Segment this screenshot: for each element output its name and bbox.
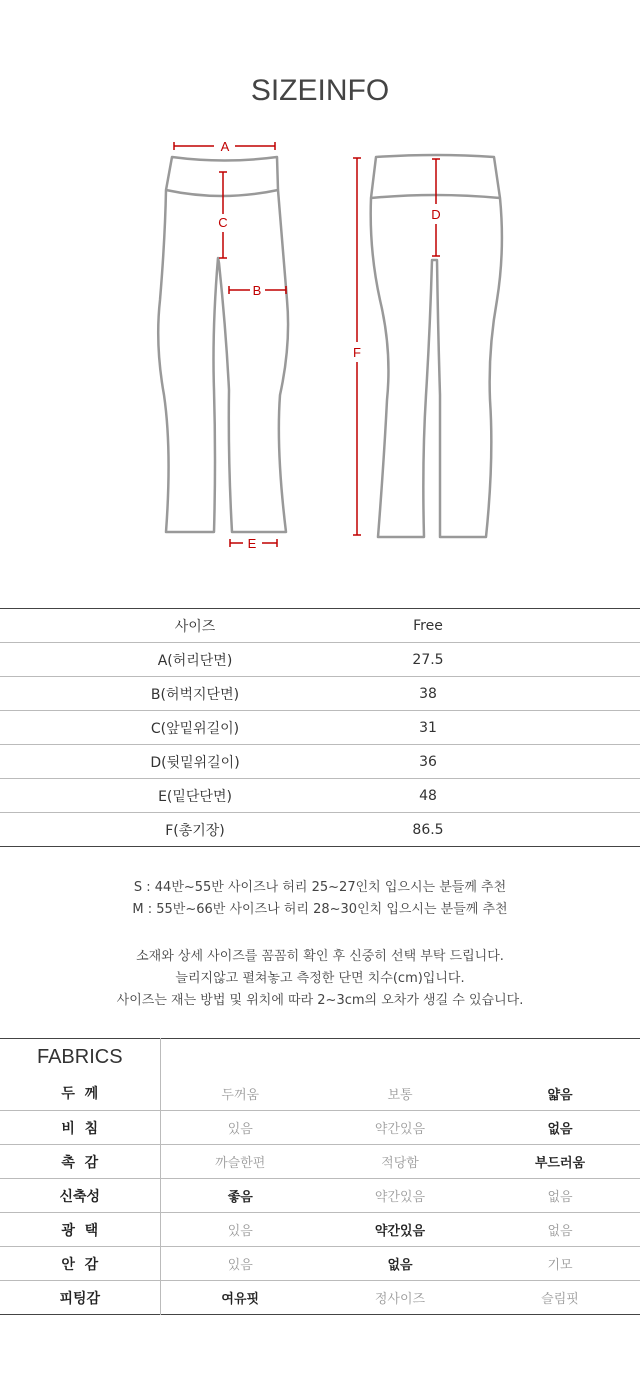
fabric-row-label: 안 감 xyxy=(0,1247,160,1281)
size-row-label: A(허리단면) xyxy=(157,652,233,669)
table-row xyxy=(0,779,640,813)
fabrics-table xyxy=(0,1038,640,1315)
fabric-option: 까슬한편 xyxy=(160,1145,320,1179)
fabric-option-selected: 부드러움 xyxy=(480,1145,640,1179)
size-row-value: 31 xyxy=(419,719,437,736)
table-row xyxy=(0,711,640,745)
size-header-label: 사이즈 xyxy=(174,618,216,635)
fabric-row xyxy=(0,1281,640,1315)
size-row-value: 38 xyxy=(419,685,437,702)
fabric-option: 두꺼움 xyxy=(160,1077,320,1111)
dim-label-a: A xyxy=(220,139,230,154)
fabric-option-selected: 없음 xyxy=(480,1111,640,1145)
measurement-notes xyxy=(0,946,640,1012)
fabric-row xyxy=(0,1111,640,1145)
fabric-option: 보통 xyxy=(320,1077,480,1111)
size-row-label: C(앞밑위길이) xyxy=(150,720,240,737)
table-row xyxy=(0,813,640,847)
size-row-label: E(밑단단면) xyxy=(158,788,232,805)
dim-label-f: F xyxy=(353,345,361,360)
size-row-value: 86.5 xyxy=(412,821,444,838)
fabric-row-label: 광 택 xyxy=(0,1213,160,1247)
fabric-option: 약간있음 xyxy=(320,1111,480,1145)
fabric-row xyxy=(0,1247,640,1281)
fabric-option: 없음 xyxy=(480,1213,640,1247)
fabric-option: 적당함 xyxy=(320,1145,480,1179)
fabric-option: 정사이즈 xyxy=(374,1292,426,1307)
size-row-value: 48 xyxy=(419,787,437,804)
size-row-value: 27.5 xyxy=(412,651,444,668)
fabric-option: 슬림핏 xyxy=(541,1292,579,1307)
dim-label-c: C xyxy=(218,215,228,230)
fit-recommendation-notes xyxy=(0,877,640,921)
fabric-option: 없음 xyxy=(480,1179,640,1213)
fabric-row xyxy=(0,1179,640,1213)
size-table-header-row xyxy=(0,609,640,643)
page-title: SIZEINFO xyxy=(250,74,390,107)
fabric-option-selected: 없음 xyxy=(320,1247,480,1281)
fabric-row-label: 촉 감 xyxy=(0,1145,160,1179)
note-line: 소재와 상세 사이즈를 꼼꼼히 확인 후 신중히 선택 부탁 드립니다. xyxy=(136,949,504,964)
fabrics-title-row xyxy=(0,1039,640,1077)
size-row-label: B(허벅지단면) xyxy=(150,686,240,703)
size-row-label: D(뒷밑위길이) xyxy=(150,754,240,771)
fabric-row xyxy=(0,1077,640,1111)
size-table xyxy=(0,608,640,847)
table-row xyxy=(0,745,640,779)
note-line: M : 55반~66반 사이즈나 허리 28~30인치 입으시는 분들께 추천 xyxy=(132,902,508,917)
fabric-row-label: 두 께 xyxy=(0,1077,160,1111)
fabrics-title: FABRICS xyxy=(0,1039,160,1077)
fabric-row xyxy=(0,1145,640,1179)
fabric-row-label: 신축성 xyxy=(0,1179,160,1213)
size-row-label: F(총기장) xyxy=(165,822,225,839)
dim-label-d: D xyxy=(431,207,441,222)
fabric-option: 있음 xyxy=(160,1213,320,1247)
fabric-row-label: 비 침 xyxy=(0,1111,160,1145)
note-line: 사이즈는 재는 방법 및 위치에 따라 2~3cm의 오차가 생길 수 있습니다. xyxy=(116,993,524,1008)
fabric-option: 기모 xyxy=(480,1247,640,1281)
size-header-value: Free xyxy=(413,617,443,634)
fabric-option-selected: 여유핏 xyxy=(221,1292,260,1307)
fabric-option: 약간있음 xyxy=(320,1179,480,1213)
fabric-row xyxy=(0,1213,640,1247)
fabric-option: 있음 xyxy=(160,1247,320,1281)
table-row xyxy=(0,643,640,677)
size-diagram xyxy=(0,130,640,560)
fabric-option-selected: 약간있음 xyxy=(320,1213,480,1247)
fabric-row-label: 피팅감 xyxy=(0,1281,160,1315)
size-row-value: 36 xyxy=(419,753,437,770)
note-line: S : 44반~55반 사이즈나 허리 25~27인치 입으시는 분들께 추천 xyxy=(133,880,507,895)
fabric-option-selected: 얇음 xyxy=(480,1077,640,1111)
note-line: 늘리지않고 펼쳐놓고 측정한 단면 치수(cm)입니다. xyxy=(175,971,465,986)
fabric-option-selected: 좋음 xyxy=(160,1179,320,1213)
fabric-option: 있음 xyxy=(160,1111,320,1145)
table-row xyxy=(0,677,640,711)
dim-label-b: B xyxy=(252,283,262,298)
dim-label-e: E xyxy=(247,536,257,551)
